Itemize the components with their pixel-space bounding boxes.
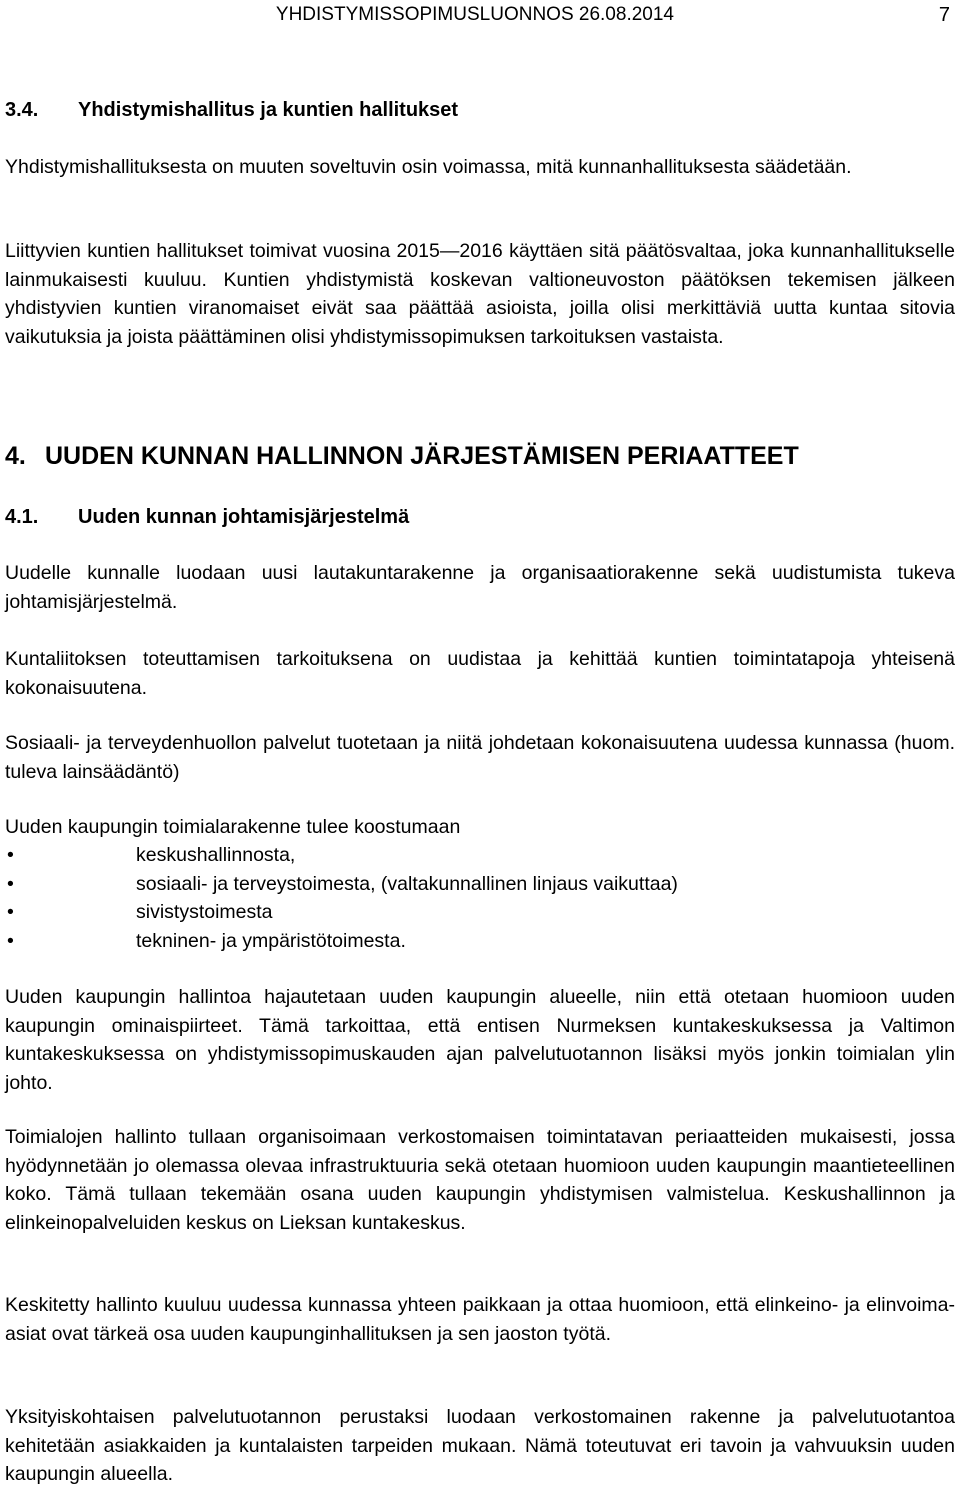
page-number: 7 [938, 4, 950, 26]
heading-4 [5, 441, 799, 471]
heading-3-4-number: 3.4. [5, 99, 39, 121]
heading-3-4-title: Yhdistymishallitus ja kuntien hallitukset [78, 99, 459, 121]
heading-4-1-title: Uuden kunnan johtamisjärjestelmä [78, 506, 410, 528]
paragraph-4-1-7: Yksityiskohtaisen palvelutuotannon perustaksi luodaan verkostomainen rakenne ja palvelutuotantoa kehitetään asiakkaiden ja kuntalaisten tarpeiden mukaan. Nämä toteutuvat eri tavoin ja vahvuuksin uuden kaupungin alueella. [5, 1406, 955, 1486]
document-title: YHDISTYMISSOPIMUSLUONNOS 26.08.2014 [275, 4, 674, 25]
heading-4-title: UUDEN KUNNAN HALLINNON JÄRJESTÄMISEN PERIAATTEET [45, 442, 799, 470]
heading-3-4 [5, 97, 458, 123]
list-item: • tekninen- ja ympäristötoimesta. [5, 927, 955, 956]
page-header [0, 3, 960, 27]
paragraph-4-1-3: Sosiaali- ja terveydenhuollon palvelut tuotetaan ja niitä johdetaan kokonaisuutena uudessa kunnassa (huom. tuleva lainsäädäntö) [5, 732, 955, 783]
bullet-icon: • [7, 844, 14, 866]
list-item: • sosiaali- ja terveystoimesta, (valtakunnallinen linjaus vaikuttaa) [5, 870, 955, 899]
paragraph-4-1-5: Toimialojen hallinto tullaan organisoimaan verkostomaisen toimintatavan periaatteiden mukaisesti, jossa hyödynnetään jo olemassa olevaa infrastruktuuria sekä otetaan huomioon uuden kaupungin maantieteellinen koko. Tämä tullaan tekemään osana uuden kaupungin yhdistymisen valmistelua. Keskushallinnon ja elinkeinopalveluiden keskus on Lieksan kuntakeskus. [5, 1126, 955, 1234]
bullet-icon: • [7, 901, 14, 924]
paragraph-4-1-4: Uuden kaupungin hallintoa hajautetaan uuden kaupungin alueelle, niin että otetaan huomioon uuden kaupungin ominaispiirteet. Tämä tarkoittaa, että entisen Nurmeksen kuntakeskuksessa ja Valtimon kuntakeskuksessa on yhdistymissopimuskauden ajan palvelutuotannon lisäksi myös jonkin toimialan ylin johto. [5, 986, 955, 1094]
heading-4-1 [5, 504, 409, 530]
paragraph-4-1-1: Uudelle kunnalle luodaan uusi lautakuntarakenne ja organisaatiorakenne sekä uudistumista tukeva johtamisjärjestelmä. [5, 562, 955, 613]
paragraph-3-4-2: Liittyvien kuntien hallitukset toimivat vuosina 2015—2016 käyttäen sitä päätösvaltaa, joka kunnanhallitukselle lainmukaisesti kuuluu. Kuntien yhdistymistä koskevan valtioneuvoston päätöksen tekemisen jälkeen yhdistyvien kuntien viranomaiset eivät saa päättää asioista, joilla olisi merkittäviä uutta kuntaa sitovia vaikutuksia ja joista päättäminen olisi yhdistymissopimuksen tarkoituksen vastaista. [5, 240, 955, 348]
bullet-list [5, 841, 955, 955]
paragraph-4-1-2: Kuntaliitoksen toteuttamisen tarkoituksena on uudistaa ja kehittää kuntien toimintatapoja yhteisenä kokonaisuutena. [5, 648, 955, 699]
bullet-icon: • [7, 929, 14, 952]
heading-4-1-number: 4.1. [5, 506, 39, 528]
paragraph-3-4-1: Yhdistymishallituksesta on muuten soveltuvin osin voimassa, mitä kunnanhallituksesta säädetään. [5, 156, 852, 178]
bullet-icon: • [7, 872, 14, 895]
list-item: • sivistystoimesta [5, 898, 955, 927]
heading-4-number: 4. [5, 442, 26, 470]
list-intro: Uuden kaupungin toimialarakenne tulee koostumaan [5, 816, 461, 838]
list-item: • keskushallinnosta, [5, 841, 955, 870]
paragraph-4-1-6: Keskitetty hallinto kuuluu uudessa kunnassa yhteen paikkaan ja ottaa huomioon, että elinkeino- ja elinvoima-asiat ovat tärkeä osa uuden kaupunginhallituksen ja sen jaoston työtä. [5, 1294, 955, 1345]
